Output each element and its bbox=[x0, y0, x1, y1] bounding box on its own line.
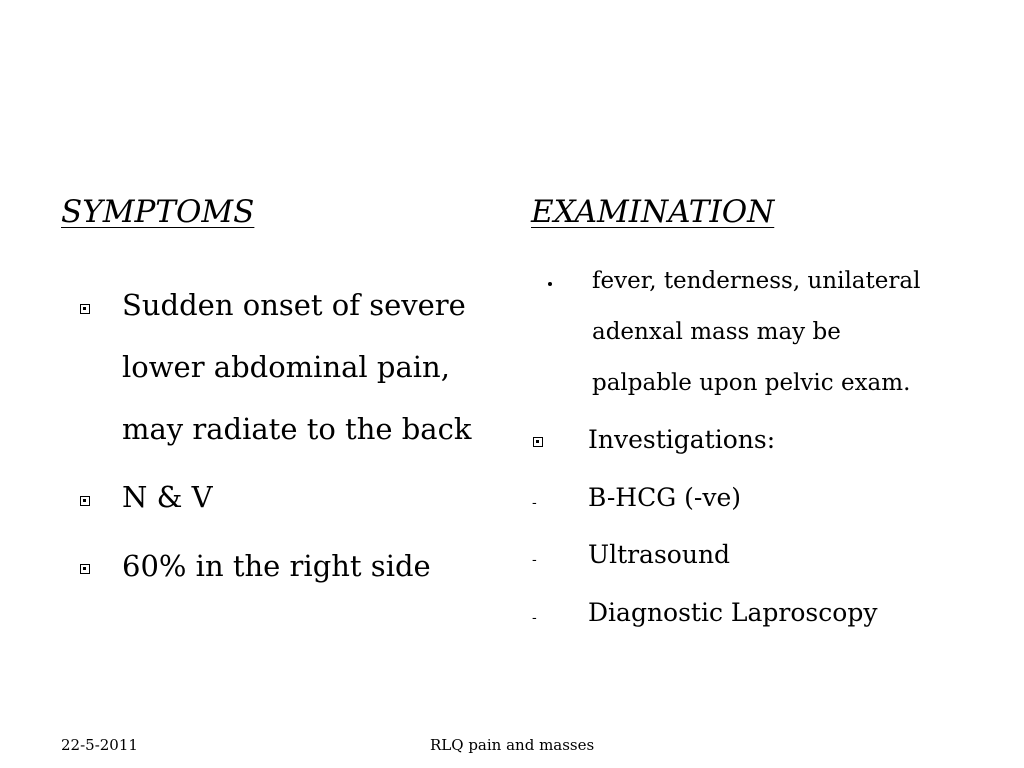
finding-line: adenxal mass may be bbox=[592, 319, 841, 345]
finding-line: palpable upon pelvic exam. bbox=[592, 370, 911, 396]
examination-heading: EXAMINATION bbox=[531, 194, 775, 230]
dot-bullet-icon bbox=[548, 282, 552, 286]
investigation-label: B-HCG (-ve) bbox=[588, 483, 742, 512]
square-bullet-icon bbox=[80, 564, 90, 574]
square-bullet-icon bbox=[80, 496, 90, 506]
finding-text bbox=[592, 256, 920, 409]
symptom-line: N & V bbox=[122, 480, 213, 514]
symptom-line: may radiate to the back bbox=[122, 412, 472, 446]
symptoms-heading: SYMPTOMS bbox=[61, 194, 255, 230]
footer-title: RLQ pain and masses bbox=[430, 736, 595, 754]
symptom-text bbox=[122, 535, 492, 597]
symptom-text bbox=[122, 466, 492, 528]
symptom-text bbox=[122, 274, 492, 460]
square-bullet-icon bbox=[533, 437, 543, 447]
investigations-label: Investigations: bbox=[588, 425, 776, 454]
square-bullet-icon bbox=[80, 304, 90, 314]
finding-line: fever, tenderness, unilateral bbox=[592, 268, 921, 294]
symptom-line: Sudden onset of severe bbox=[122, 288, 466, 322]
investigation-label: Ultrasound bbox=[588, 540, 731, 569]
dash-bullet: - bbox=[532, 610, 537, 626]
symptom-line: lower abdominal pain, bbox=[122, 350, 450, 384]
dash-bullet: - bbox=[532, 552, 537, 568]
footer-date: 22-5-2011 bbox=[61, 736, 138, 754]
symptom-line: 60% in the right side bbox=[122, 549, 431, 583]
investigation-label: Diagnostic Laproscopy bbox=[588, 598, 878, 627]
dash-bullet: - bbox=[532, 495, 537, 511]
